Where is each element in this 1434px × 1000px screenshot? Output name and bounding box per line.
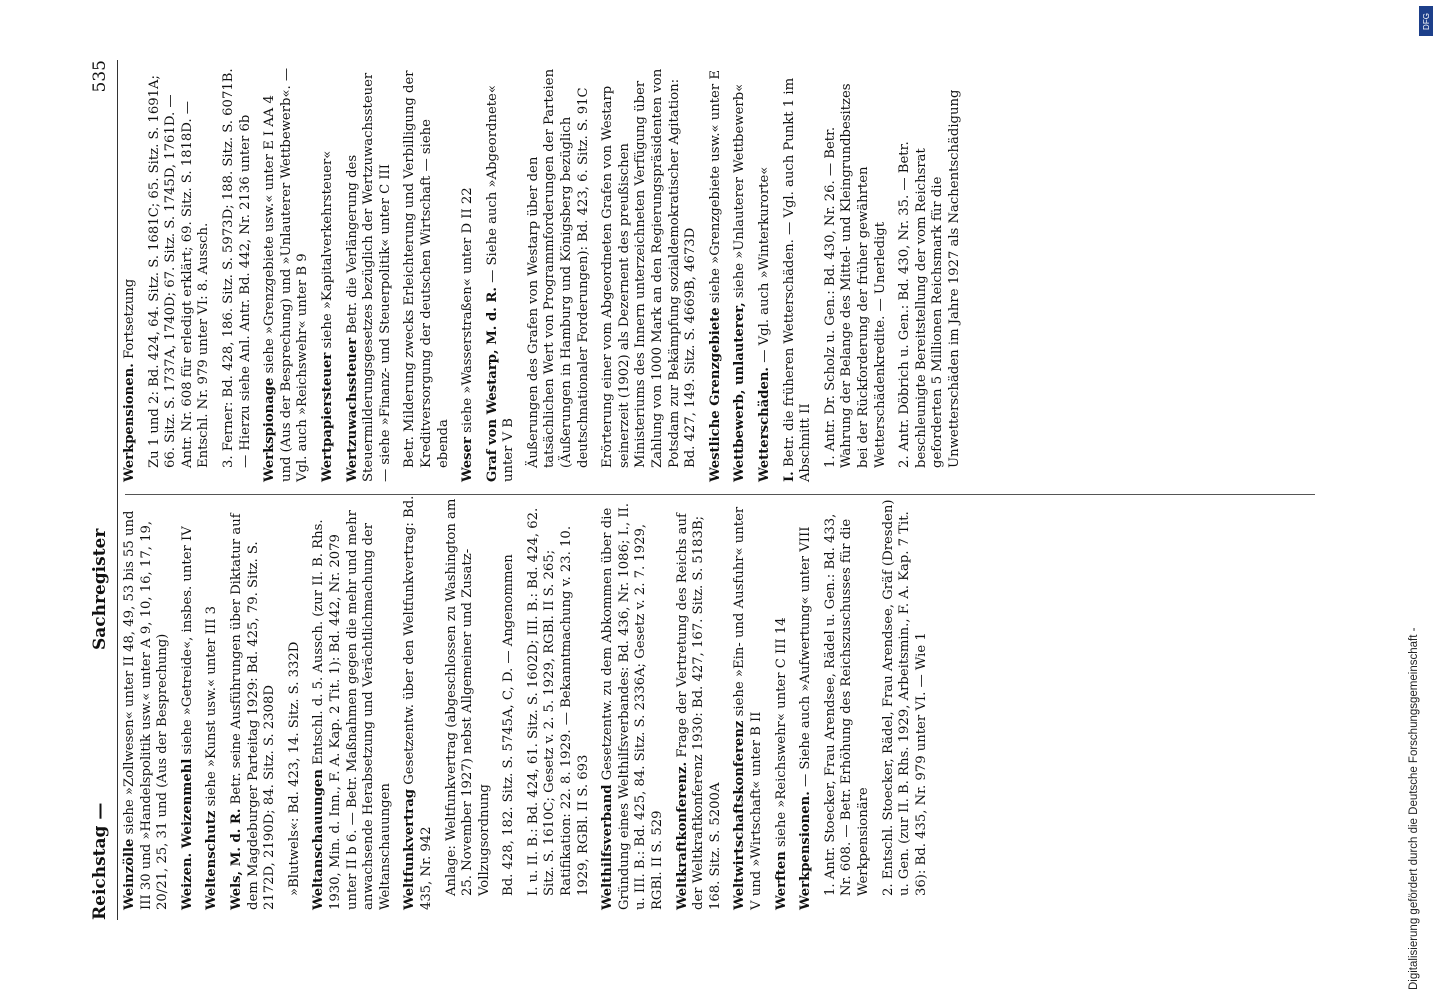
register-entry	[732, 495, 765, 910]
register-entry	[485, 67, 518, 482]
entry-headword: I.	[781, 471, 797, 482]
register-entry	[600, 495, 666, 910]
header-center: Sachregister	[90, 528, 110, 650]
register-entry	[204, 495, 221, 910]
digitization-note: Digitalisierung gefördert durch die Deutsche Forschungsgemeinschaft -	[1408, 627, 1420, 990]
entry-text: Betr. die Verlängerung des Steuermilderungsgesetzes bezüglich der Wertzuwachssteuer — siehe »Finanz- und Steuerpolitik« unter C III	[344, 72, 393, 482]
entry-text: siehe »Grenzgebiete usw.« unter E	[707, 70, 723, 304]
entry-headword: Welthilfsverband	[600, 784, 616, 910]
register-entry	[732, 67, 749, 482]
entry-text: Betr. Milderung zwecks Erleichterung und Verbilligung der Kreditversorgung der deutschen Wirtschaft — siehe ebenda	[402, 70, 451, 468]
register-entry	[782, 67, 815, 482]
entry-headword: Wels, M. d. R.	[228, 808, 244, 910]
register-entry	[402, 67, 452, 482]
entry-text: siehe »Zollwesen« unter II 48, 49, 53 bis 55 und III 30 und »Handelspolitik usw.« unter A 9, 10, 16, 17, 19, 20/21, 25, 31 und (Aus der Besprechung)	[122, 510, 171, 910]
register-entry	[147, 67, 213, 482]
entry-text: Frage der Vertretung des Reichs auf der Weltkraftkonferenz 1930: Bd. 427, 167. Sitz. S. 5183B; 168. Sitz. S. 5200A	[674, 513, 723, 910]
entry-text: Zu 1 und 2: Bd. 424, 64. Sitz. S. 1681C; 65. Sitz. S. 1691A; 66. Sitz. S. 1737A, 1740D; 67. Sitz. S. 1745D, 1761D. — Antr. Nr. 608 für erledigt erklärt; 69. Sitz. S. 1818D. — Entschl. Nr. 979 unter VI: 8. Aussch.	[146, 75, 212, 468]
entry-text: siehe »Wasserstraßen« unter D II 22	[460, 187, 476, 433]
register-entry	[311, 495, 394, 910]
right-column	[122, 67, 972, 482]
entry-text: siehe »Kunst usw.« unter III 3	[204, 605, 220, 807]
entry-text: Anlage: Weltfunkvertrag (abgeschlossen zu Washington am 25. November 1927) nebst Allgemeiner und Zusatz-Vollzugsordnung	[443, 498, 492, 896]
register-entry	[526, 495, 592, 910]
register-entry	[262, 67, 312, 482]
entry-headword: Wetterschäden.	[757, 366, 772, 482]
entry-headword: Weltanschauungen	[311, 769, 327, 910]
register-entry	[897, 67, 963, 482]
register-entry	[402, 495, 435, 910]
entry-text: — Siehe auch »Aufwertung« unter VIII	[798, 526, 814, 787]
register-entry	[798, 495, 815, 910]
entry-text: Gesetzentw. über den Weltfunkvertrag: Bd. 435, Nr. 942	[402, 495, 434, 910]
entry-text: I. u. II. B.: Bd. 424, 61. Sitz. S. 1602D; III. B.: Bd. 424, 62. Sitz. S. 1610C; Gesetz v. 2. 5. 1929, RGBl. II S. 265; Ratifikation: 22. 8. 1929. — Bekanntmachung v. 23. 10. 1929, RGBl. II S. 693	[525, 507, 591, 896]
page-number: 535	[90, 60, 110, 93]
register-entry	[501, 495, 518, 910]
register-entry	[122, 67, 139, 482]
register-entry	[460, 67, 477, 482]
register-entry	[122, 495, 172, 910]
entry-headword: Wertpapiersteuer	[319, 352, 335, 482]
entry-headword: Werkpensionen.	[122, 363, 137, 482]
entry-text: Entschl. d. 5. Aussch. (zur II. B. Rhs. 1930, Min. d. Inn., F. A. Kap. 2 Tit. 1): Bd. 442, Nr. 2079 unter II b 6. — Betr. Maßnahmen gegen die mehr und mehr anwachsende Herabsetzung und Verächtlichmachung der Weltanschauungen	[311, 510, 393, 910]
register-entry	[287, 495, 304, 910]
entry-headword: Wettbewerb, unlauterer,	[732, 302, 748, 482]
register-entry	[757, 67, 774, 482]
register-entry	[600, 67, 700, 482]
register-entry	[708, 67, 725, 482]
entry-text: Betr. die früheren Wetterschäden. — Vgl. auch Punkt 1 im Abschnitt II	[781, 77, 814, 482]
header-left: Reichstag —	[90, 802, 110, 920]
entry-text: siehe »Ein- und Ausfuhr« unter V und »Wirtschaft« unter B II	[732, 506, 764, 910]
header-rule	[117, 60, 118, 920]
register-entry	[675, 495, 725, 910]
entry-headword: Weltkraftkonferenz.	[674, 761, 690, 910]
entry-headword: Wertzuwachssteuer	[344, 337, 360, 482]
entry-text: siehe »Unlauterer Wettbewerb«	[732, 83, 748, 299]
entry-text: 1. Antr. Dr. Scholz u. Gen.: Bd. 430, Nr. 26. — Betr. Wahrung der Belange des Mittel- und Kleingrundbesitzes bei der Rückforderung der früher gewährten Wetterschädenkredite. — Unerledigt	[822, 83, 888, 468]
entry-text: 2. Antr. Döbrich u. Gen.: Bd. 430, Nr. 35. — Betr. beschleunigte Bereitstellung der vom Reichsrat geforderten 5 Millionen Reichsmark für die Unwetterschäden im Jahre 1927 als Nachentschädigung	[897, 89, 962, 468]
register-entry	[823, 67, 889, 482]
register-entry	[320, 67, 337, 482]
register-entry	[444, 495, 494, 910]
entry-headword: Weltfunkvertrag	[402, 788, 418, 910]
register-entry	[221, 67, 254, 482]
register-entry	[881, 495, 931, 910]
entry-text: Bd. 428, 182. Sitz. S. 5745A, C, D. — Angenommen	[501, 554, 517, 896]
digitization-sidebar	[1394, 0, 1434, 1000]
entry-headword: Graf von Westarp, M. d. R.	[484, 287, 500, 482]
entry-text: — Vgl. auch »Winterkurorte«	[757, 166, 772, 363]
entry-text: 2. Entschl. Stoecker, Rädel, Frau Arendsee, Gräf (Dresden) u. Gen. (zur II. B. Rhs. 1929, Arbeitsmin., F. A. Kap. 7 Tit. 36): Bd. 435, Nr. 979 unter VI. — Wie 1	[880, 499, 929, 896]
entry-headword: Werkpensionen.	[798, 791, 814, 910]
entry-headword: Weinzölle	[122, 838, 137, 910]
entry-headword: Weltenschutz	[204, 810, 220, 910]
entry-headword: Werkspionage	[262, 377, 278, 482]
entry-text: 1. Antr. Stoecker, Frau Arendsee, Rädel u. Gen.: Bd. 433, Nr. 608. — Betr. Erhöhung des Reichszuschusses für die Werkpensionäre	[822, 513, 871, 896]
entry-text: siehe »Getreide«, insbes. unter IV	[179, 526, 195, 755]
register-entry	[180, 495, 197, 910]
entry-headword: Werften	[773, 851, 789, 910]
entry-headword: Weizen. Weizenmehl	[179, 758, 195, 910]
running-header	[90, 60, 116, 920]
entry-text: — Siehe auch »Abgeordnete« unter V B	[484, 85, 517, 482]
entry-text: siehe »Reichswehr« unter C III 14	[773, 617, 789, 847]
register-entry	[823, 495, 873, 910]
entry-text: siehe »Kapitalverkehrsteuer«	[319, 150, 335, 349]
dfg-logo: DFG	[1419, 6, 1433, 36]
register-entry	[526, 67, 592, 482]
entry-text: siehe »Grenzgebiete usw.« unter E I AA 4 und (Aus der Besprechung) und »Unlauterer Wettbewerb«. — Vgl. auch »Reichswehr« unter B 9	[262, 67, 311, 482]
entry-text: Betr. seine Ausführungen über Diktatur auf dem Magdeburger Parteitag 1929: Bd. 425, 79. Sitz. S. 2172D, 2190D; 84. Sitz. S. 2308D	[228, 513, 278, 910]
left-column	[122, 495, 938, 910]
entry-text: Äußerungen des Grafen von Westarp über den tatsächlichen Wert von Programmforderungen der Parteien (Äußerungen in Hamburg und Königsberg bezüglich deutschnationaler Forderungen): Bd. 423, 6. Sitz. S. 91C	[525, 68, 591, 468]
entry-text: 3. Ferner: Bd. 428, 186. Sitz. S. 5973D; 188. Sitz. S. 6071B. — Hierzu siehe Anl. Antr. Bd. 442, Nr. 2136 unter 6b	[220, 68, 253, 468]
entry-text: Fortsetzung	[122, 278, 137, 359]
entry-headword: Weltwirtschaftskonferenz	[732, 720, 748, 910]
entry-text: Gesetzentw. zu dem Abkommen über die Gründung eines Welthilfsverbandes: Bd. 436, Nr. 1086; I., II. u. III. B.: Bd. 425, 84. Sitz. S. 2336A; Gesetz v. 2. 7. 1929, RGBl. II S. 529	[600, 503, 666, 910]
entry-text: »Blutwels«: Bd. 423, 14. Sitz. S. 332D	[286, 641, 302, 896]
register-entry	[345, 67, 395, 482]
register-entry	[229, 495, 279, 910]
entry-headword: Weser	[460, 437, 476, 482]
entry-text: Erörterung einer vom Abgeordneten Grafen von Westarp seinerzeit (1902) als Dezernent des preußischen Ministeriums des Innern unterzeichneten Verfügung über Zahlung von 1000 Mark an den Regierungspräsidenten von Potsdam zur Bekämpfung sozialdemokratischer Agitation: Bd. 427, 149. Sitz. S. 4669B, 4673D	[600, 68, 699, 468]
entry-headword: Westliche Grenzgebiete	[707, 307, 723, 482]
register-entry	[774, 495, 791, 910]
